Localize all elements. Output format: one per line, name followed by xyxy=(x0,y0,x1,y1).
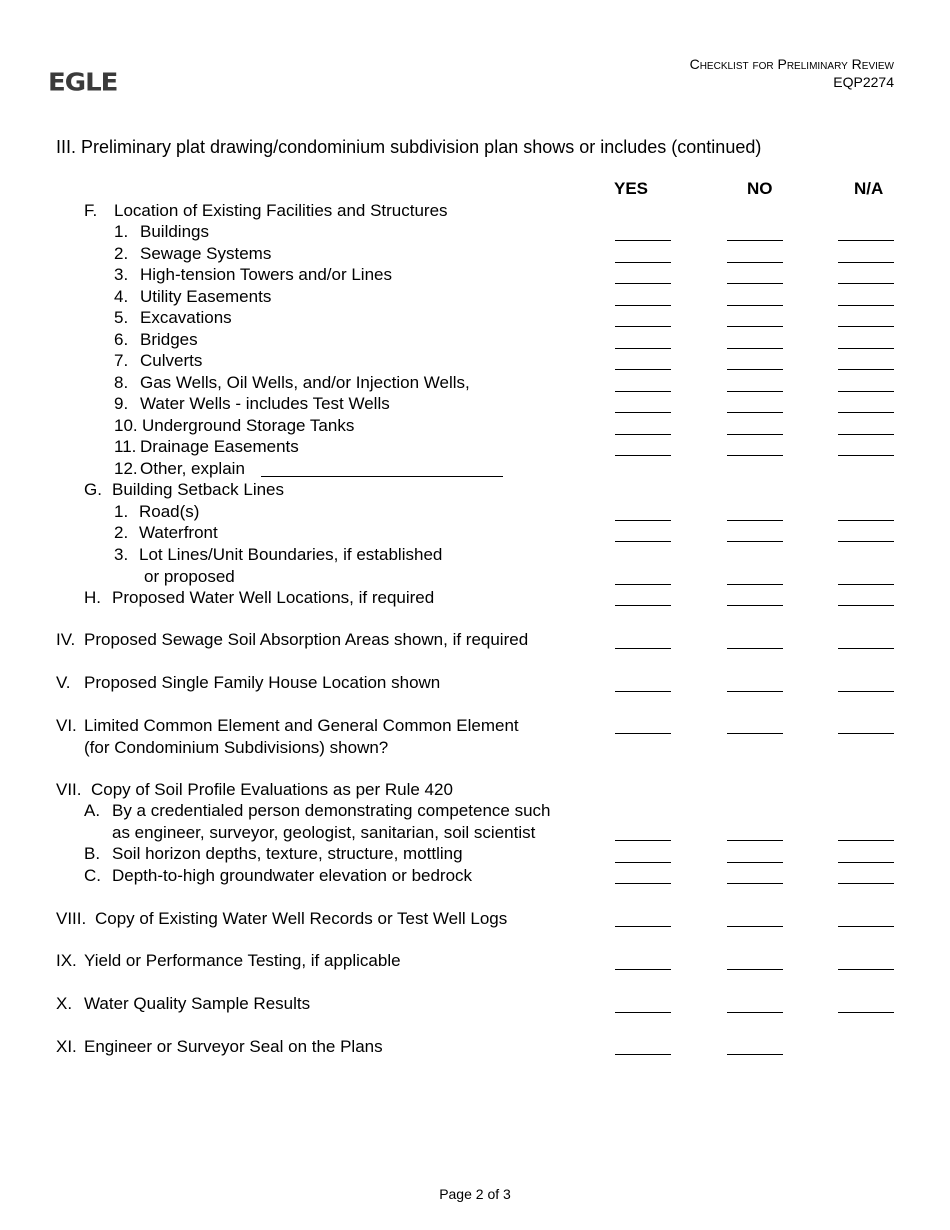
blank-yes[interactable] xyxy=(615,605,671,606)
blank-na[interactable] xyxy=(838,969,894,970)
item-G3 xyxy=(114,544,442,587)
item-label: Copy of Existing Water Well Records or Test Well Logs xyxy=(95,909,508,928)
blank-na[interactable] xyxy=(838,283,894,284)
item-label-cont: (for Condominium Subdivisions) shown? xyxy=(84,737,389,757)
item-F7 xyxy=(114,350,202,372)
item-F4 xyxy=(114,286,271,308)
blank-yes[interactable] xyxy=(615,283,671,284)
blank-yes[interactable] xyxy=(615,926,671,927)
item-F9 xyxy=(114,393,390,415)
item-H xyxy=(84,587,434,609)
blank-no[interactable] xyxy=(727,520,783,521)
item-F1 xyxy=(114,221,209,243)
blank-no[interactable] xyxy=(727,412,783,413)
item-mark: 7. xyxy=(114,351,129,370)
item-mark: IV. xyxy=(56,630,76,649)
blank-na[interactable] xyxy=(838,326,894,327)
item-mark: VIII. xyxy=(56,909,87,928)
item-label: Gas Wells, Oil Wells, and/or Injection Wells, xyxy=(140,373,470,392)
item-label-cont: or proposed xyxy=(144,566,235,586)
blank-na[interactable] xyxy=(838,883,894,884)
item-label: High-tension Towers and/or Lines xyxy=(140,265,392,284)
item-label: Copy of Soil Profile Evaluations as per Rule 420 xyxy=(91,780,453,799)
section-title: III. Preliminary plat drawing/condominium subdivision plan shows or includes (continued) xyxy=(56,137,762,157)
item-label: Buildings xyxy=(140,222,209,241)
blank-yes[interactable] xyxy=(615,262,671,263)
item-label: Water Quality Sample Results xyxy=(84,994,311,1013)
blank-no[interactable] xyxy=(727,541,783,542)
blank-no[interactable] xyxy=(727,326,783,327)
blank-na[interactable] xyxy=(838,348,894,349)
item-mark: 2. xyxy=(114,523,129,542)
blank-na[interactable] xyxy=(838,926,894,927)
blank-no[interactable] xyxy=(727,605,783,606)
blank-yes[interactable] xyxy=(615,883,671,884)
column-yes: YES xyxy=(614,179,649,198)
item-mark: C. xyxy=(84,866,101,885)
blank-no[interactable] xyxy=(727,1012,783,1013)
item-X xyxy=(56,993,310,1015)
item-label: Proposed Water Well Locations, if required xyxy=(112,588,435,607)
blank-yes[interactable] xyxy=(615,369,671,370)
item-label: Road(s) xyxy=(139,502,200,521)
item-mark: 3. xyxy=(114,545,129,564)
blank-na[interactable] xyxy=(838,391,894,392)
item-G1 xyxy=(114,501,199,523)
blank-no[interactable] xyxy=(727,240,783,241)
blank-yes[interactable] xyxy=(615,348,671,349)
blank-yes[interactable] xyxy=(615,541,671,542)
egle-logo: EGLE xyxy=(48,68,118,98)
blank-yes[interactable] xyxy=(615,520,671,521)
blank-yes[interactable] xyxy=(615,862,671,863)
item-label: Waterfront xyxy=(139,523,218,542)
item-XI xyxy=(56,1036,383,1058)
blank-na[interactable] xyxy=(838,262,894,263)
item-mark: V. xyxy=(56,673,71,692)
item-mark: G. xyxy=(84,480,102,499)
blank-yes[interactable] xyxy=(615,969,671,970)
form-code: EQP2274 xyxy=(833,74,894,90)
item-F5 xyxy=(114,307,232,329)
blank-no[interactable] xyxy=(727,840,783,841)
item-label: Building Setback Lines xyxy=(112,480,285,499)
other-explain-line[interactable] xyxy=(261,476,503,477)
blank-na[interactable] xyxy=(838,369,894,370)
item-label: Limited Common Element and General Common Element xyxy=(84,716,519,735)
item-mark: 11. xyxy=(114,437,137,456)
blank-yes[interactable] xyxy=(615,584,671,585)
blank-no[interactable] xyxy=(727,283,783,284)
item-label-cont: as engineer, surveyor, geologist, sanitarian, soil scientist xyxy=(112,822,536,842)
blank-na[interactable] xyxy=(838,691,894,692)
item-mark: 3. xyxy=(114,265,129,284)
item-label: Location of Existing Facilities and Structures xyxy=(114,201,448,220)
item-mark: B. xyxy=(84,844,101,863)
blank-no[interactable] xyxy=(727,434,783,435)
item-mark: H. xyxy=(84,588,101,607)
item-F10 xyxy=(114,415,354,437)
item-label: Sewage Systems xyxy=(140,244,272,263)
item-F8 xyxy=(114,372,470,394)
item-label: Lot Lines/Unit Boundaries, if established xyxy=(139,545,443,564)
blank-na[interactable] xyxy=(838,584,894,585)
blank-no[interactable] xyxy=(727,969,783,970)
item-VIII xyxy=(56,908,507,930)
item-F3 xyxy=(114,264,392,286)
item-VIIA xyxy=(84,800,550,843)
item-mark: 10. xyxy=(114,416,138,435)
blank-yes[interactable] xyxy=(615,305,671,306)
item-mark: 5. xyxy=(114,308,129,327)
blank-yes[interactable] xyxy=(615,412,671,413)
blank-na[interactable] xyxy=(838,1012,894,1013)
blank-yes[interactable] xyxy=(615,455,671,456)
blank-no[interactable] xyxy=(727,391,783,392)
blank-no[interactable] xyxy=(727,584,783,585)
item-mark: 4. xyxy=(114,287,129,306)
blank-na[interactable] xyxy=(838,240,894,241)
item-mark: 1. xyxy=(114,502,129,521)
item-VI xyxy=(56,715,519,758)
item-IX xyxy=(56,950,401,972)
blank-no[interactable] xyxy=(727,926,783,927)
item-mark: A. xyxy=(84,801,101,820)
item-mark: 9. xyxy=(114,394,129,413)
column-no: NO xyxy=(747,179,773,198)
item-label: Drainage Easements xyxy=(140,437,299,456)
blank-na[interactable] xyxy=(838,305,894,306)
blank-no[interactable] xyxy=(727,883,783,884)
item-F6 xyxy=(114,329,198,351)
blank-no[interactable] xyxy=(727,1054,783,1055)
item-VII xyxy=(56,779,453,801)
blank-na[interactable] xyxy=(838,541,894,542)
item-mark: XI. xyxy=(56,1037,77,1056)
item-V xyxy=(56,672,440,694)
blank-no[interactable] xyxy=(727,862,783,863)
blank-na[interactable] xyxy=(838,840,894,841)
blank-na[interactable] xyxy=(838,648,894,649)
blank-na[interactable] xyxy=(838,455,894,456)
item-label: Soil horizon depths, texture, structure, mottling xyxy=(112,844,463,863)
item-label: Underground Storage Tanks xyxy=(142,416,355,435)
item-IV xyxy=(56,629,528,651)
item-label: Bridges xyxy=(140,330,198,349)
blank-no[interactable] xyxy=(727,455,783,456)
item-mark: IX. xyxy=(56,951,77,970)
blank-yes[interactable] xyxy=(615,391,671,392)
blank-yes[interactable] xyxy=(615,1012,671,1013)
blank-yes[interactable] xyxy=(615,840,671,841)
item-G xyxy=(84,479,284,501)
blank-no[interactable] xyxy=(727,262,783,263)
item-label: Excavations xyxy=(140,308,232,327)
item-label: Depth-to-high groundwater elevation or bedrock xyxy=(112,866,473,885)
item-label: Engineer or Surveyor Seal on the Plans xyxy=(84,1037,383,1056)
item-VIIB xyxy=(84,843,463,865)
item-mark: 1. xyxy=(114,222,129,241)
item-mark: F. xyxy=(84,201,98,220)
item-mark: VII. xyxy=(56,780,82,799)
item-F xyxy=(84,200,448,222)
page-number: Page 2 of 3 xyxy=(439,1186,511,1202)
item-mark: 12. xyxy=(114,459,138,478)
form-title: Checklist for Preliminary Review xyxy=(689,56,894,72)
blank-no[interactable] xyxy=(727,733,783,734)
item-label: Utility Easements xyxy=(140,287,272,306)
item-VIIC xyxy=(84,865,472,887)
blank-no[interactable] xyxy=(727,348,783,349)
column-na: N/A xyxy=(854,179,884,198)
blank-yes[interactable] xyxy=(615,240,671,241)
item-label: Culverts xyxy=(140,351,203,370)
blank-no[interactable] xyxy=(727,648,783,649)
item-mark: 8. xyxy=(114,373,129,392)
blank-yes[interactable] xyxy=(615,326,671,327)
item-mark: VI. xyxy=(56,716,77,735)
blank-na[interactable] xyxy=(838,862,894,863)
blank-yes[interactable] xyxy=(615,1054,671,1055)
blank-yes[interactable] xyxy=(615,733,671,734)
item-mark: 2. xyxy=(114,244,129,263)
blank-no[interactable] xyxy=(727,305,783,306)
blank-na[interactable] xyxy=(838,520,894,521)
item-F12 xyxy=(114,458,245,480)
blank-no[interactable] xyxy=(727,369,783,370)
item-label: Other, explain xyxy=(140,459,245,478)
item-label: Yield or Performance Testing, if applicable xyxy=(84,951,401,970)
blank-na[interactable] xyxy=(838,733,894,734)
item-label: By a credentialed person demonstrating competence such xyxy=(112,801,551,820)
blank-na[interactable] xyxy=(838,605,894,606)
blank-yes[interactable] xyxy=(615,434,671,435)
item-label: Proposed Single Family House Location shown xyxy=(84,673,441,692)
blank-yes[interactable] xyxy=(615,691,671,692)
item-mark: X. xyxy=(56,994,73,1013)
item-label: Proposed Sewage Soil Absorption Areas shown, if required xyxy=(84,630,529,649)
blank-na[interactable] xyxy=(838,412,894,413)
item-label: Water Wells - includes Test Wells xyxy=(140,394,390,413)
item-G2 xyxy=(114,522,218,544)
item-F11 xyxy=(114,436,299,458)
blank-na[interactable] xyxy=(838,434,894,435)
blank-yes[interactable] xyxy=(615,648,671,649)
item-F2 xyxy=(114,243,271,265)
blank-no[interactable] xyxy=(727,691,783,692)
item-mark: 6. xyxy=(114,330,129,349)
